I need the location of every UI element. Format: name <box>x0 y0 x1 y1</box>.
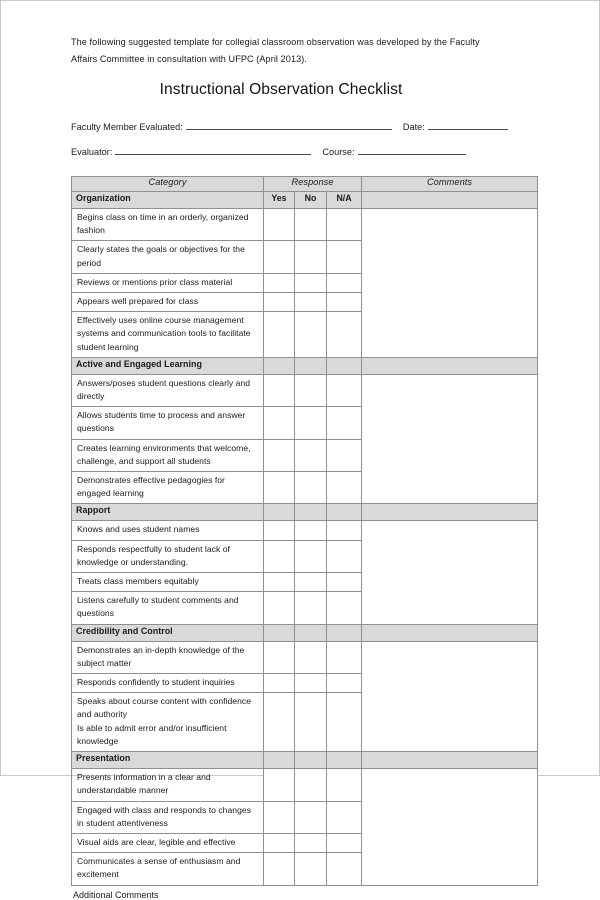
criterion-label: Answers/poses student questions clearly and directly <box>72 374 264 406</box>
response-na-checkbox[interactable] <box>327 769 362 801</box>
response-na-checkbox[interactable] <box>327 592 362 624</box>
response-no-checkbox[interactable] <box>295 540 327 572</box>
date-label: Date: <box>402 122 425 132</box>
response-no-checkbox[interactable] <box>295 293 327 312</box>
criterion-label: Presents information in a clear and understandable manner <box>72 769 264 801</box>
response-no-checkbox[interactable] <box>295 769 327 801</box>
section-spacer-no <box>295 504 327 521</box>
section-spacer-no <box>295 752 327 769</box>
criterion-label: Responds confidently to student inquiries <box>72 674 264 693</box>
section-spacer-comments <box>362 752 538 769</box>
response-no-checkbox[interactable] <box>295 853 327 885</box>
response-na-checkbox[interactable] <box>327 540 362 572</box>
section-title-4: Credibility and Control <box>72 624 264 641</box>
section-header-row <box>72 357 538 374</box>
response-na-checkbox[interactable] <box>327 641 362 673</box>
criterion-label: Visual aids are clear, legible and effective <box>72 833 264 852</box>
section-title-1: Organization <box>72 192 264 209</box>
table-header-band <box>72 177 538 192</box>
observation-checklist-table <box>71 176 538 886</box>
document-sheet <box>71 1 537 900</box>
date-input[interactable] <box>428 121 508 130</box>
response-na-checkbox[interactable] <box>327 693 362 752</box>
criterion-label: Communicates a sense of enthusiasm and excitement <box>72 853 264 885</box>
response-yes-checkbox[interactable] <box>264 693 295 752</box>
criterion-label: Knows and uses student names <box>72 521 264 540</box>
section-spacer-na <box>327 504 362 521</box>
additional-comments-label: Additional Comments <box>73 889 159 900</box>
response-no-checkbox[interactable] <box>295 241 327 273</box>
criterion-label: Demonstrates an in-depth knowledge of the subject matter <box>72 641 264 673</box>
comments-input[interactable] <box>362 374 538 504</box>
criterion-label: Listens carefully to student comments and questions <box>72 592 264 624</box>
response-yes-checkbox[interactable] <box>264 540 295 572</box>
response-yes-checkbox[interactable] <box>264 833 295 852</box>
table-row <box>72 641 538 673</box>
criterion-label: Allows students time to process and answer questions <box>72 407 264 439</box>
response-na-checkbox[interactable] <box>327 472 362 504</box>
criterion-label: Engaged with class and responds to changes in student attentiveness <box>72 801 264 833</box>
column-header-category: Category <box>72 177 264 192</box>
response-na-checkbox[interactable] <box>327 407 362 439</box>
course-input[interactable] <box>358 146 466 155</box>
faculty-member-input[interactable] <box>186 121 392 130</box>
section-spacer-comments <box>362 192 538 209</box>
response-no-checkbox[interactable] <box>295 472 327 504</box>
response-yes-checkbox[interactable] <box>264 853 295 885</box>
column-header-comments: Comments <box>362 177 538 192</box>
section-spacer-na <box>327 357 362 374</box>
column-subheader-na: N/A <box>327 192 362 209</box>
response-na-checkbox[interactable] <box>327 312 362 358</box>
response-na-checkbox[interactable] <box>327 273 362 292</box>
response-no-checkbox[interactable] <box>295 521 327 540</box>
section-spacer-comments <box>362 357 538 374</box>
field-row-faculty-date <box>71 115 537 140</box>
column-header-response: Response <box>264 177 362 192</box>
column-subheader-yes: Yes <box>264 192 295 209</box>
comments-input[interactable] <box>362 641 538 751</box>
evaluator-label: Evaluator: <box>71 147 113 157</box>
response-no-checkbox[interactable] <box>295 439 327 471</box>
criterion-label: Appears well prepared for class <box>72 293 264 312</box>
response-na-checkbox[interactable] <box>327 241 362 273</box>
response-no-checkbox[interactable] <box>295 573 327 592</box>
section-spacer-yes <box>264 624 295 641</box>
criterion-label: Demonstrates effective pedagogies for engaged learning <box>72 472 264 504</box>
course-label: Course: <box>322 147 355 157</box>
faculty-member-label: Faculty Member Evaluated: <box>71 122 183 132</box>
section-spacer-no <box>295 624 327 641</box>
section-spacer-comments <box>362 624 538 641</box>
response-no-checkbox[interactable] <box>295 833 327 852</box>
response-yes-checkbox[interactable] <box>264 674 295 693</box>
response-no-checkbox[interactable] <box>295 801 327 833</box>
response-yes-checkbox[interactable] <box>264 209 295 241</box>
section-title-2: Active and Engaged Learning <box>72 357 264 374</box>
section-spacer-yes <box>264 357 295 374</box>
section-spacer-yes <box>264 504 295 521</box>
table-row <box>72 521 538 540</box>
section-spacer-yes <box>264 752 295 769</box>
response-na-checkbox[interactable] <box>327 801 362 833</box>
column-subheader-no: No <box>295 192 327 209</box>
form-fields <box>71 115 537 165</box>
criterion-label: Clearly states the goals or objectives for the period <box>72 241 264 273</box>
response-no-checkbox[interactable] <box>295 407 327 439</box>
response-yes-checkbox[interactable] <box>264 592 295 624</box>
response-no-checkbox[interactable] <box>295 641 327 673</box>
response-no-checkbox[interactable] <box>295 209 327 241</box>
response-yes-checkbox[interactable] <box>264 273 295 292</box>
response-na-checkbox[interactable] <box>327 293 362 312</box>
criterion-label: Treats class members equitably <box>72 573 264 592</box>
criterion-label: Reviews or mentions prior class material <box>72 273 264 292</box>
comments-input[interactable] <box>362 521 538 624</box>
section-header-row <box>72 504 538 521</box>
response-na-checkbox[interactable] <box>327 209 362 241</box>
section-spacer-comments <box>362 504 538 521</box>
section-spacer-na <box>327 752 362 769</box>
comments-input[interactable] <box>362 769 538 885</box>
response-na-checkbox[interactable] <box>327 374 362 406</box>
section-spacer-no <box>295 357 327 374</box>
response-yes-checkbox[interactable] <box>264 312 295 358</box>
response-na-checkbox[interactable] <box>327 439 362 471</box>
section-spacer-na <box>327 624 362 641</box>
response-na-checkbox[interactable] <box>327 853 362 885</box>
response-yes-checkbox[interactable] <box>264 769 295 801</box>
section-header-row <box>72 624 538 641</box>
table-row <box>72 374 538 406</box>
table-row <box>72 769 538 801</box>
page-title: Instructional Observation Checklist <box>159 81 403 98</box>
response-no-checkbox[interactable] <box>295 674 327 693</box>
criterion-label: Creates learning environments that welcome, challenge, and support all students <box>72 439 264 471</box>
criterion-label: Speaks about course content with confidence and authority Is able to admit error and/or insufficient knowledge <box>72 693 264 752</box>
response-yes-checkbox[interactable] <box>264 241 295 273</box>
response-na-checkbox[interactable] <box>327 833 362 852</box>
response-yes-checkbox[interactable] <box>264 472 295 504</box>
table-row <box>72 209 538 241</box>
criterion-label: Effectively uses online course management systems and communication tools to facilitate student learning <box>72 312 264 358</box>
response-no-checkbox[interactable] <box>295 273 327 292</box>
response-yes-checkbox[interactable] <box>264 521 295 540</box>
response-no-checkbox[interactable] <box>295 693 327 752</box>
response-na-checkbox[interactable] <box>327 573 362 592</box>
intro-paragraph: The following suggested template for collegial classroom observation was developed by the Faculty Affairs Committee in consultation with UFPC (April 2013). <box>71 37 480 64</box>
field-row-evaluator-course <box>71 140 537 165</box>
response-no-checkbox[interactable] <box>295 312 327 358</box>
response-na-checkbox[interactable] <box>327 521 362 540</box>
response-na-checkbox[interactable] <box>327 674 362 693</box>
response-yes-checkbox[interactable] <box>264 374 295 406</box>
evaluator-input[interactable] <box>115 146 311 155</box>
section-header-row <box>72 752 538 769</box>
section-title-3: Rapport <box>72 504 264 521</box>
response-no-checkbox[interactable] <box>295 592 327 624</box>
response-no-checkbox[interactable] <box>295 374 327 406</box>
response-yes-checkbox[interactable] <box>264 801 295 833</box>
section-header-row <box>72 192 538 209</box>
response-yes-checkbox[interactable] <box>264 439 295 471</box>
response-yes-checkbox[interactable] <box>264 293 295 312</box>
section-title-5: Presentation <box>72 752 264 769</box>
response-yes-checkbox[interactable] <box>264 573 295 592</box>
criterion-label: Responds respectfully to student lack of knowledge or understanding. <box>72 540 264 572</box>
comments-input[interactable] <box>362 209 538 358</box>
response-yes-checkbox[interactable] <box>264 641 295 673</box>
response-yes-checkbox[interactable] <box>264 407 295 439</box>
criterion-label: Begins class on time in an orderly, organized fashion <box>72 209 264 241</box>
